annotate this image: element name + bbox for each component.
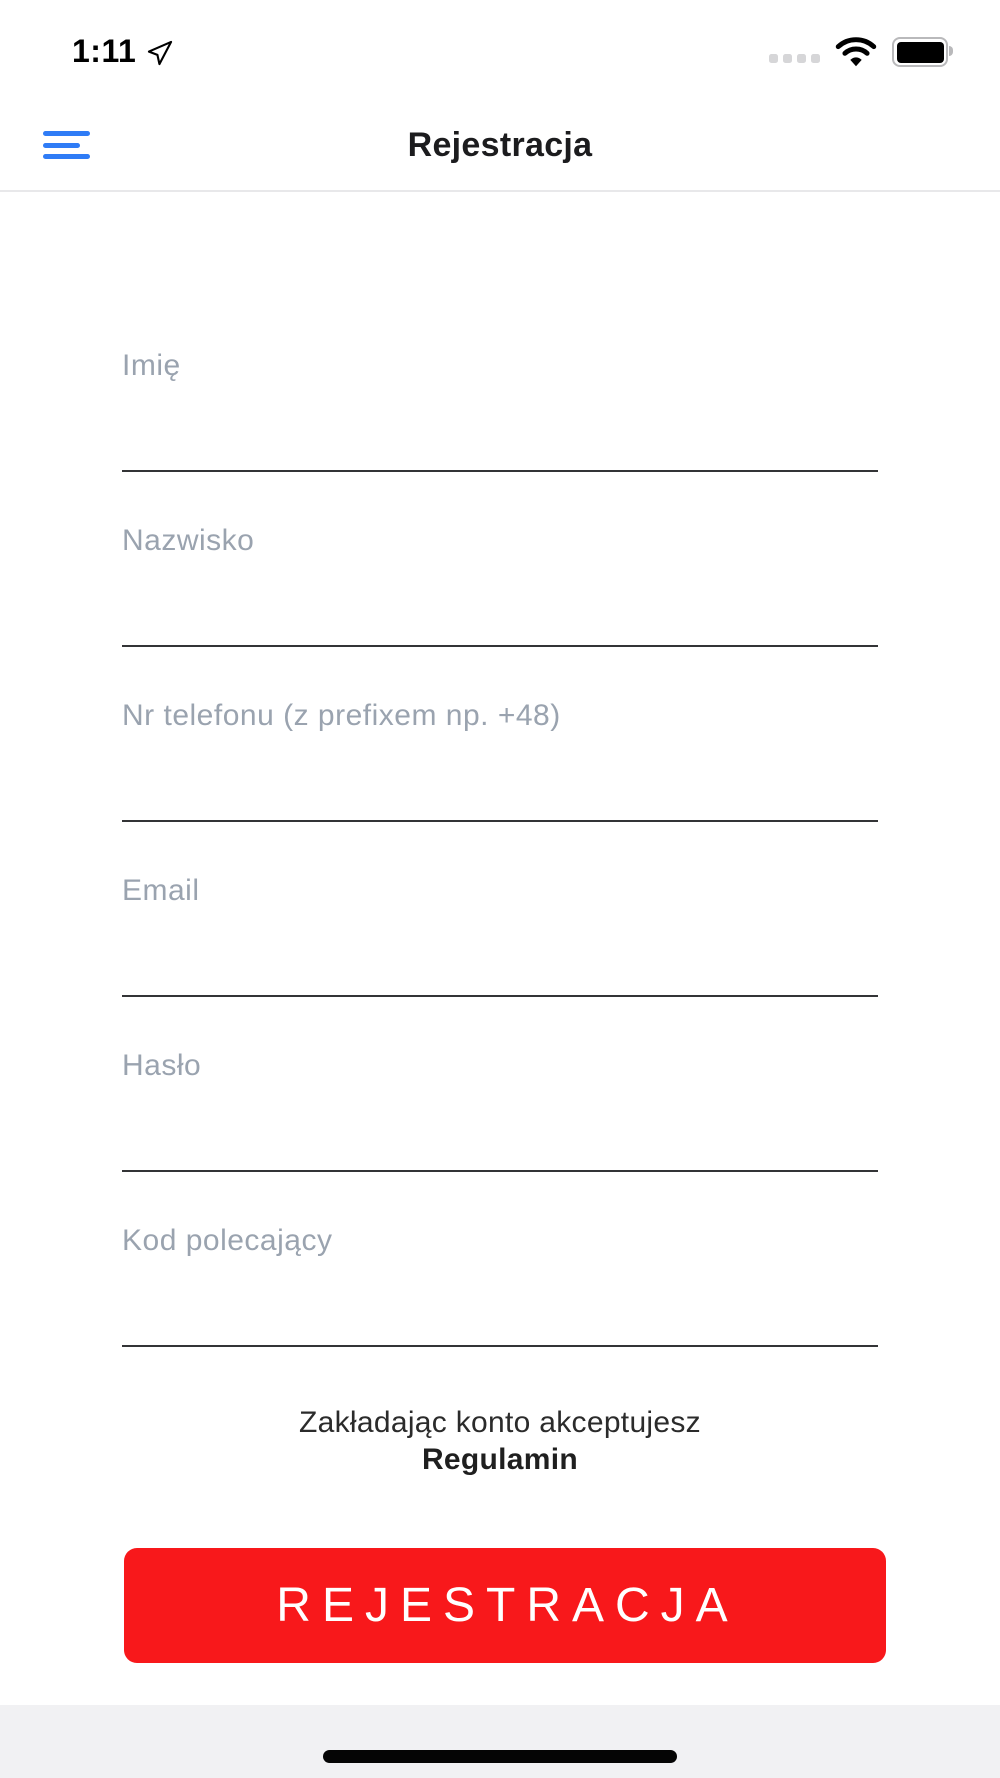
field-underline [122,820,878,822]
field-underline [122,995,878,997]
field-underline [122,645,878,647]
battery-icon [892,37,948,67]
field-phone [122,696,878,871]
password-input[interactable] [122,1046,878,1086]
referral-code-input[interactable] [122,1221,878,1261]
terms-link[interactable]: Regulamin [421,1443,579,1476]
field-referral-code [122,1221,878,1396]
phone-input[interactable] [122,696,878,736]
status-left [72,33,174,70]
first-name-input[interactable] [122,346,878,386]
status-right [769,36,948,68]
registration-form [122,346,878,1396]
register-button[interactable]: REJESTRACJA [124,1548,886,1663]
cellular-signal-icon [769,54,820,63]
page-title: Rejestracja [407,125,593,164]
last-name-input[interactable] [122,521,878,561]
field-underline [122,1345,878,1347]
status-bar [0,0,1000,100]
field-password [122,1046,878,1221]
location-arrow-icon [146,39,174,67]
field-first-name [122,346,878,521]
wifi-icon [834,36,878,68]
nav-bar [0,100,1000,192]
terms-note: Zakładając konto akceptujesz [299,1406,701,1439]
field-underline [122,470,878,472]
status-time: 1:11 [72,33,137,69]
field-underline [122,1170,878,1172]
field-last-name [122,521,878,696]
terms-caption [122,1404,878,1478]
field-email [122,871,878,1046]
bottom-bar [0,1705,1000,1778]
home-indicator[interactable] [323,1750,677,1763]
email-input[interactable] [122,871,878,911]
